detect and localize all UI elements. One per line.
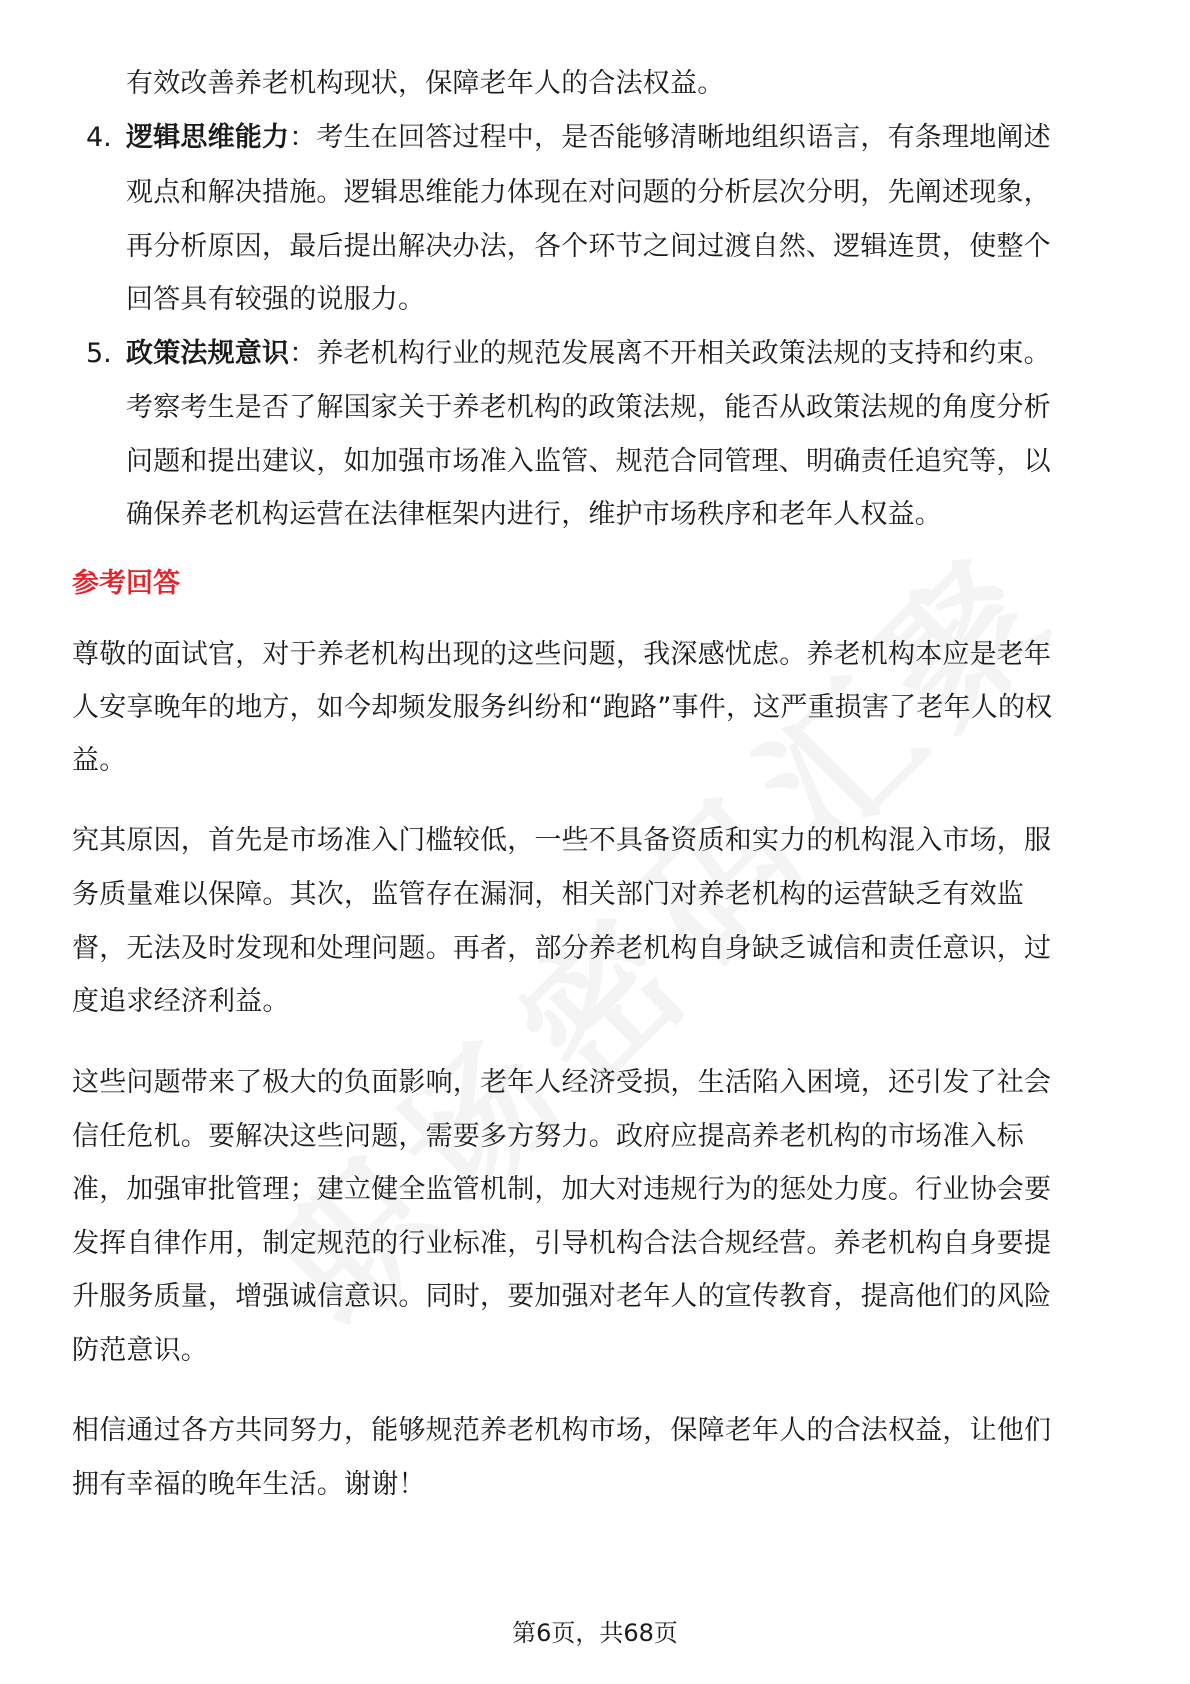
list-item-5-line-4: 确保养老机构运营在法律框架内进行，维护市场秩序和老年人权益。 — [126, 499, 942, 530]
answer-p2-line-4: 度追求经济利益。 — [72, 986, 290, 1017]
list-item-4-text: ：考生在回答过程中，是否能够清晰地组织语言，有条理地阐述 — [289, 122, 1051, 153]
list-item-4-number: 4. — [86, 122, 112, 153]
list-item-5-line-3: 问题和提出建议，如加强市场准入监管、规范合同管理、明确责任追究等，以 — [126, 446, 1051, 477]
list-item-4-term: 逻辑思维能力 — [126, 122, 290, 153]
list-item-4-line-4: 回答具有较强的说服力。 — [126, 284, 426, 315]
list-item-5-number: 5. — [86, 338, 112, 369]
answer-p1-line-3: 益。 — [72, 745, 127, 776]
list-item-4-line-2: 观点和解决措施。逻辑思维能力体现在对问题的分析层次分明，先阐述现象， — [126, 177, 1051, 208]
answer-p1-line-1: 尊敬的面试官，对于养老机构出现的这些问题，我深感忧虑。养老机构本应是老年 — [72, 639, 1052, 670]
answer-p2-line-1: 究其原因，首先是市场准入门槛较低，一些不具备资质和实力的机构混入市场，服 — [72, 825, 1052, 856]
list-item-5-text: ：养老机构行业的规范发展离不开相关政策法规的支持和约束。 — [289, 338, 1051, 369]
answer-p3-line-6: 防范意识。 — [72, 1335, 208, 1366]
page-number-footer: 第6页，共68页 — [512, 1619, 678, 1647]
list-item-5-term: 政策法规意识 — [126, 338, 290, 369]
answer-p3-line-1: 这些问题带来了极大的负面影响，老年人经济受损，生活陷入困境，还引发了社会 — [72, 1067, 1052, 1098]
answer-p4-line-1: 相信通过各方共同努力，能够规范养老机构市场，保障老年人的合法权益，让他们 — [72, 1415, 1052, 1446]
answer-p3-line-5: 升服务质量，增强诚信意识。同时，要加强对老年人的宣传教育，提高他们的风险 — [72, 1281, 1052, 1312]
list-item-3-continuation: 有效改善养老机构现状，保障老年人的合法权益。 — [126, 68, 725, 99]
list-item-5-line-1 — [126, 336, 1051, 372]
reference-answer-heading: 参考回答 — [72, 568, 180, 599]
answer-p3-line-4: 发挥自律作用，制定规范的行业标准，引导机构合法合规经营。养老机构自身要提 — [72, 1228, 1052, 1259]
list-item-4-line-1 — [126, 120, 1051, 156]
list-item-4-line-3: 再分析原因，最后提出解决办法，各个环节之间过渡自然、逻辑连贯，使整个 — [126, 231, 1051, 262]
answer-p2-line-3: 督，无法及时发现和处理问题。再者，部分养老机构自身缺乏诚信和责任意识，过 — [72, 933, 1052, 964]
answer-p1-line-2: 人安享晚年的地方，如今却频发服务纠纷和“跑路”事件，这严重损害了老年人的权 — [72, 692, 1053, 723]
list-item-5-line-2: 考察考生是否了解国家关于养老机构的政策法规，能否从政策法规的角度分析 — [126, 392, 1051, 423]
answer-p4-line-2: 拥有幸福的晚年生活。谢谢！ — [72, 1469, 426, 1500]
answer-p3-line-3: 准，加强审批管理；建立健全监管机制，加大对违规行为的惩处力度。行业协会要 — [72, 1174, 1052, 1205]
answer-p2-line-2: 务质量难以保障。其次，监管存在漏洞，相关部门对养老机构的运营缺乏有效监 — [72, 879, 1024, 910]
answer-p3-line-2: 信任危机。要解决这些问题，需要多方努力。政府应提高养老机构的市场准入标 — [72, 1121, 1024, 1152]
